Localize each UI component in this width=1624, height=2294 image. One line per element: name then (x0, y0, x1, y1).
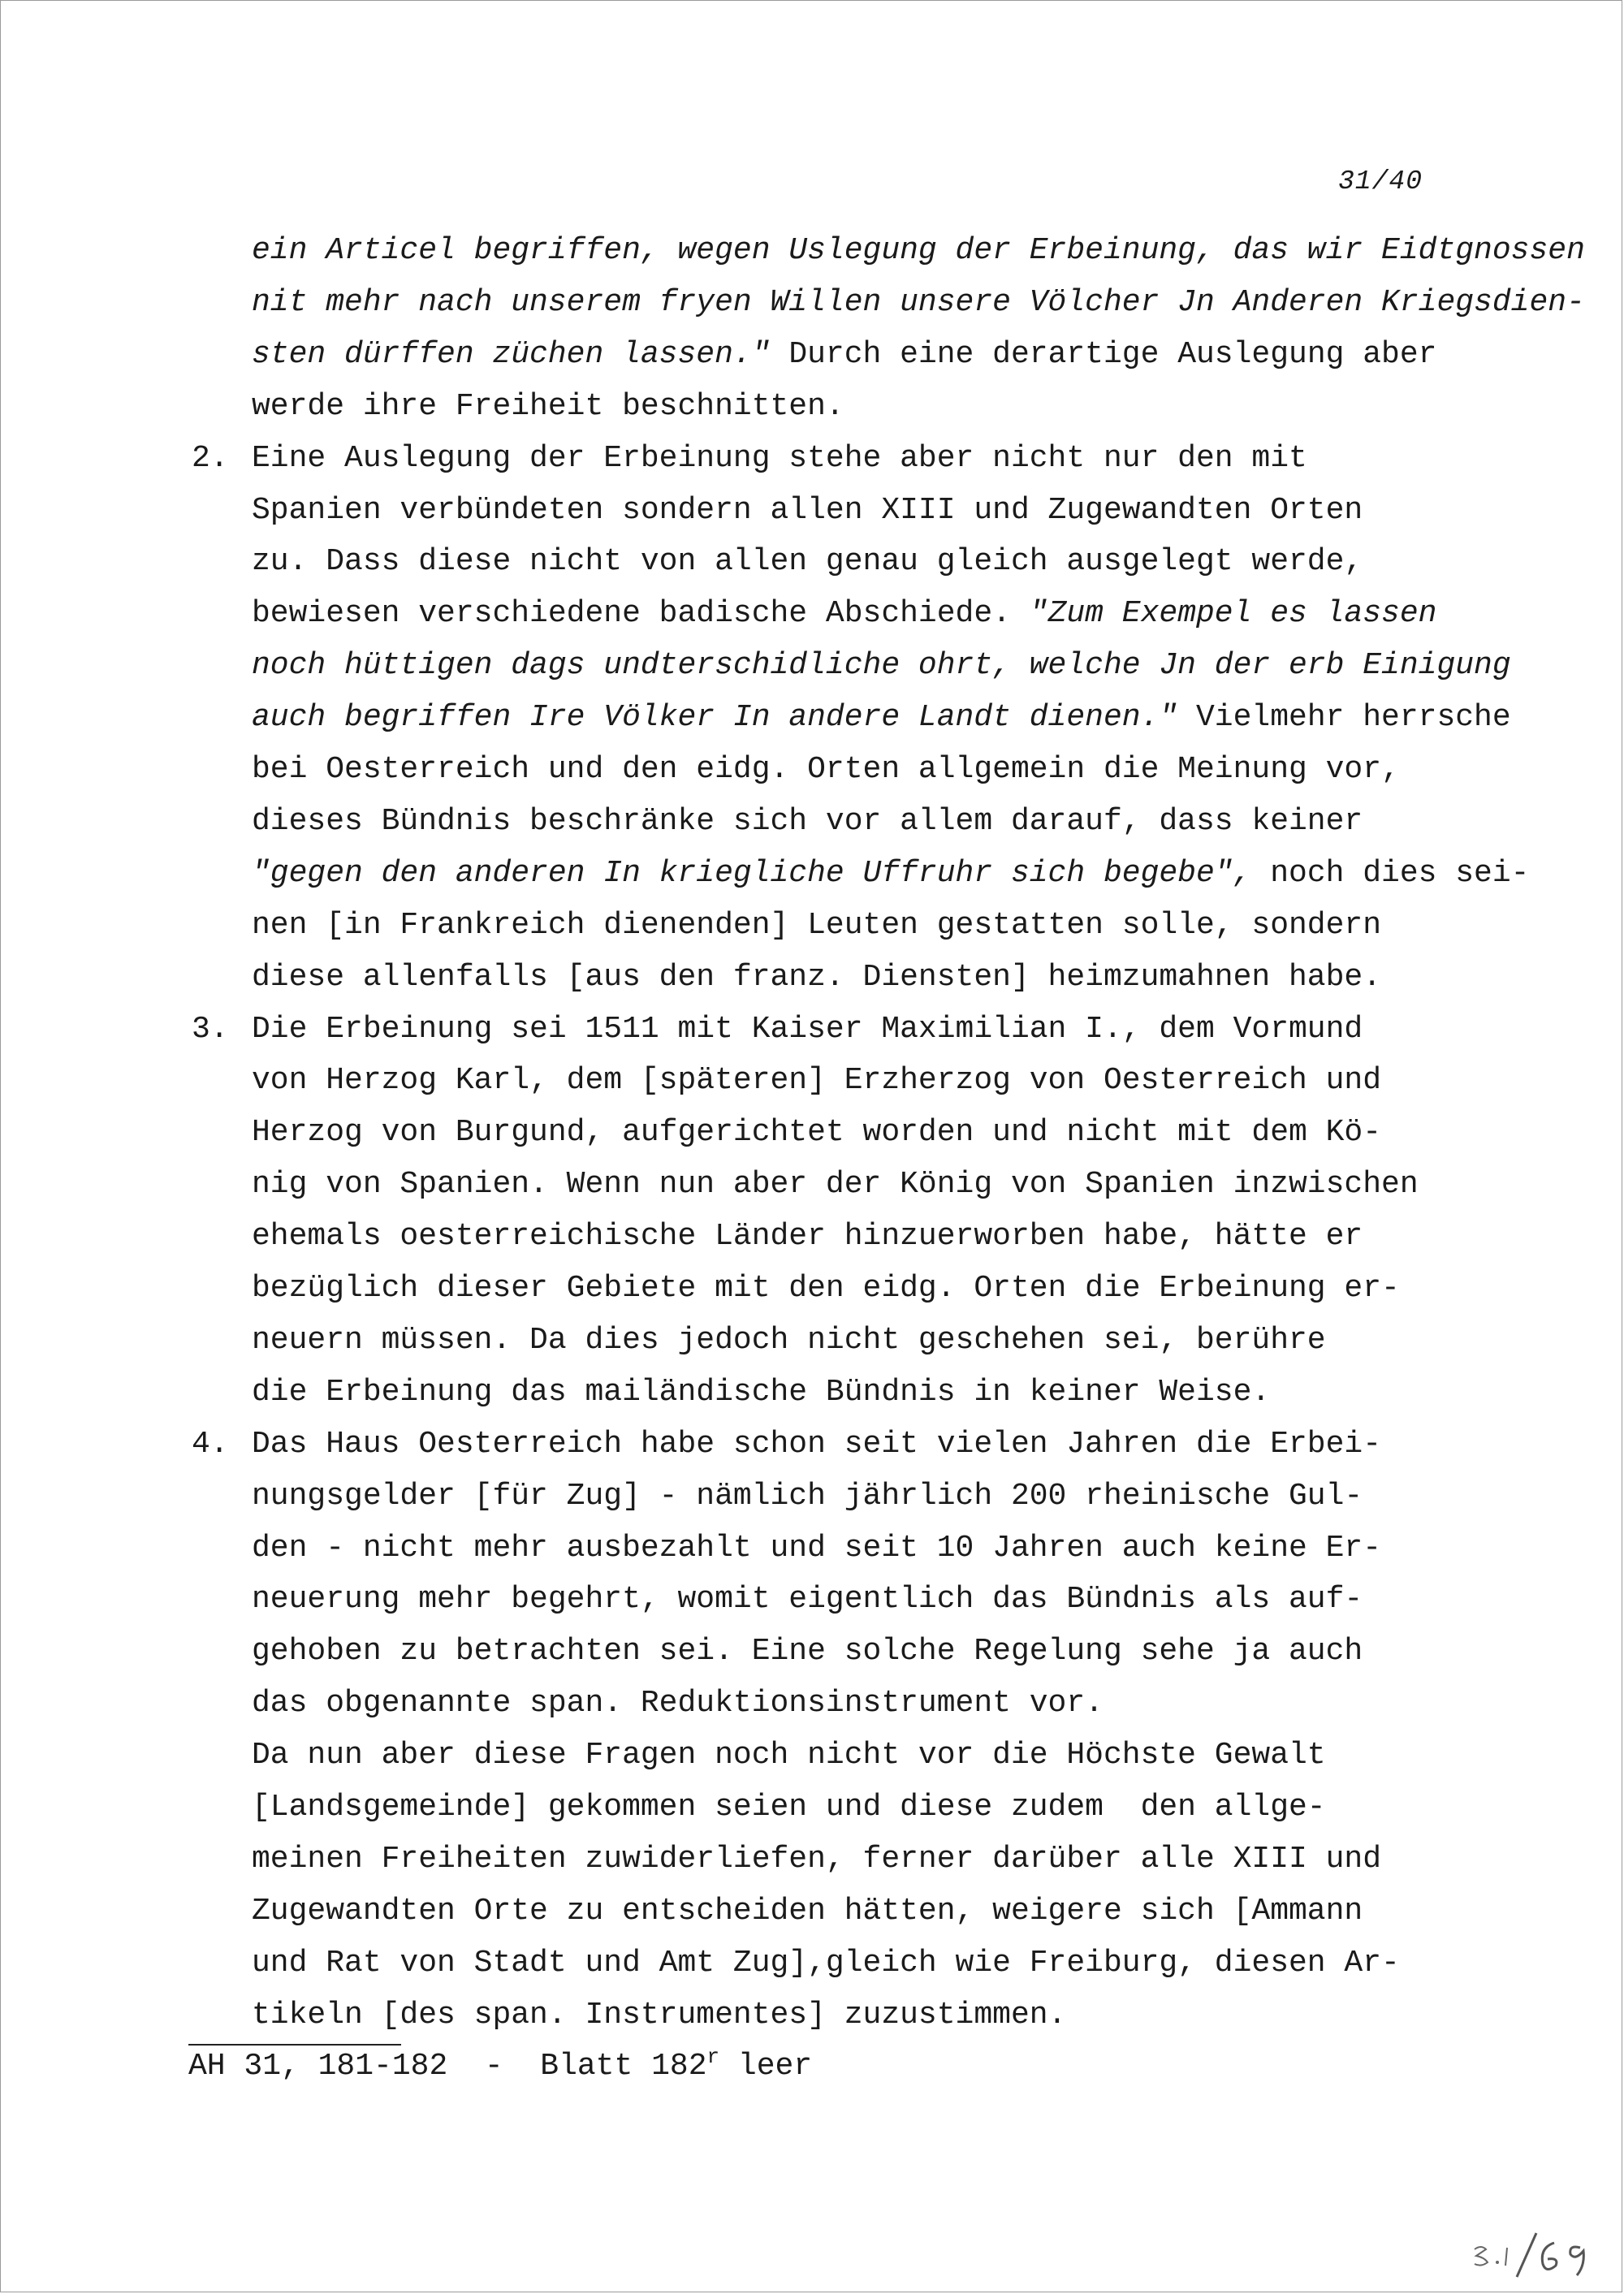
list-number: 4. (192, 1427, 229, 1462)
text-segment: nen [in Frankreich dienenden] Leuten gestatten solle, sondern (252, 908, 1382, 943)
text-line (252, 1065, 1381, 1096)
text-segment: nig von Spanien. Wenn nun aber der König von Spanien inzwischen (252, 1167, 1419, 1202)
text-line (252, 391, 844, 422)
text-segment: Das Haus Oesterreich habe schon seit vielen Jahren die Erbei- (252, 1427, 1382, 1462)
text-line (252, 1948, 1400, 1979)
footnote-rule (188, 2044, 401, 2046)
text-line (252, 1792, 1326, 1823)
text-segment: Durch eine derartige Auslegung aber (770, 337, 1437, 372)
text-line (252, 598, 1436, 629)
text-line (252, 1896, 1363, 1927)
text-segment: dieses Bündnis beschränke sich vor allem darauf, dass keiner (252, 804, 1363, 839)
text-line (252, 1481, 1363, 1512)
text-segment: Spanien verbündeten sondern allen XIII und Zugewandten Orten (252, 493, 1363, 528)
quoted-text: auch begriffen Ire Völker In andere Landt dienen." (252, 700, 1178, 735)
quoted-text: ein Articel begriffen, wegen Uslegung der Erbeinung, das wir Eidtgnossen (252, 233, 1585, 268)
quoted-text: "Zum Exempel es lassen (1029, 596, 1437, 631)
text-line (252, 1014, 1363, 1045)
text-line (252, 287, 1585, 318)
text-line (252, 702, 1511, 733)
text-line (252, 650, 1511, 681)
text-segment: zu. Dass diese nicht von allen genau gleich ausgelegt werde, (252, 544, 1363, 579)
handwritten-archive-mark (1470, 2225, 1608, 2286)
text-segment: diese allenfalls [aus den franz. Diensten] heimzumahnen habe. (252, 960, 1382, 995)
text-segment: gehoben zu betrachten sei. Eine solche Regelung sehe ja auch (252, 1634, 1363, 1669)
text-segment: werde ihre Freiheit beschnitten. (252, 389, 844, 424)
page-number: 31/40 (1338, 166, 1423, 197)
text-segment: Zugewandten Orte zu entscheiden hätten, weigere sich [Ammann (252, 1894, 1363, 1929)
footnote-text: AH 31, 181-182 - Blatt 182 (188, 2049, 707, 2084)
quoted-text: noch hüttigen dags undterschidliche ohrt, welche Jn der erb Einigung (252, 648, 1511, 683)
text-line (252, 754, 1400, 785)
text-line (252, 1117, 1381, 1148)
text-segment: von Herzog Karl, dem [späteren] Erzherzog von Oesterreich und (252, 1063, 1382, 1098)
text-segment: das obgenannte span. Reduktionsinstrument vor. (252, 1686, 1104, 1721)
text-segment: und Rat von Stadt und Amt Zug],gleich wie Freiburg, diesen Ar- (252, 1946, 1400, 1981)
text-segment: Herzog von Burgund, aufgerichtet worden und nicht mit dem Kö- (252, 1115, 1382, 1150)
text-segment: bewiesen verschiedene badische Abschiede. (252, 596, 1030, 631)
text-line (252, 1273, 1400, 1304)
text-line (252, 962, 1381, 993)
quoted-text: sten dürffen züchen lassen." (252, 337, 771, 372)
quoted-text: nit mehr nach unserem fryen Willen unsere Völcher Jn Anderen Kriegsdien- (252, 285, 1585, 320)
text-line (252, 1844, 1381, 1875)
text-segment: nungsgelder [für Zug] - nämlich jährlich 200 rheinische Gul- (252, 1479, 1363, 1514)
list-number: 2. (192, 441, 229, 476)
text-segment: bezüglich dieser Gebiete mit den eidg. Orten die Erbeinung er- (252, 1271, 1400, 1306)
text-segment: noch dies sei- (1251, 856, 1530, 891)
quoted-text: "gegen den anderen In kriegliche Uffruhr sich begebe", (252, 856, 1252, 891)
text-segment: Eine Auslegung der Erbeinung stehe aber nicht nur den mit (252, 441, 1307, 476)
text-line (252, 910, 1381, 941)
handwritten-mark-drawing (1470, 2225, 1608, 2282)
text-line (252, 2000, 1066, 2031)
text-segment: Die Erbeinung sei 1511 mit Kaiser Maximilian I., dem Vormund (252, 1012, 1363, 1047)
text-line (252, 1221, 1363, 1252)
text-line (252, 235, 1585, 266)
text-segment: ehemals oesterreichische Länder hinzuerworben habe, hätte er (252, 1219, 1363, 1254)
text-line (252, 1740, 1326, 1771)
text-line (252, 1533, 1381, 1564)
text-line (252, 806, 1363, 837)
text-line (252, 1325, 1326, 1356)
text-segment: Da nun aber diese Fragen noch nicht vor die Höchste Gewalt (252, 1738, 1326, 1773)
text-line (252, 546, 1363, 577)
text-line (252, 1429, 1381, 1460)
text-line (252, 1688, 1104, 1719)
text-line (252, 1169, 1419, 1200)
text-line (252, 443, 1307, 474)
text-line (252, 339, 1436, 370)
text-segment: neuern müssen. Da dies jedoch nicht geschehen sei, berühre (252, 1323, 1326, 1358)
text-segment: meinen Freiheiten zuwiderliefen, ferner darüber alle XIII und (252, 1842, 1382, 1877)
text-line (252, 858, 1529, 889)
text-segment: tikeln [des span. Instrumentes] zuzustimmen. (252, 1998, 1067, 2033)
text-segment: neuerung mehr begehrt, womit eigentlich das Bündnis als auf- (252, 1582, 1363, 1617)
text-segment: die Erbeinung das mailändische Bündnis in keiner Weise. (252, 1375, 1271, 1410)
text-segment: den - nicht mehr ausbezahlt und seit 10 Jahren auch keine Er- (252, 1531, 1382, 1566)
list-number: 3. (192, 1012, 229, 1047)
text-line (252, 495, 1363, 526)
text-line (252, 1584, 1363, 1615)
footnote-superscript: r (706, 2045, 720, 2069)
text-segment: Vielmehr herrsche (1177, 700, 1511, 735)
footnote (188, 2045, 813, 2084)
text-line (252, 1377, 1270, 1408)
text-segment: bei Oesterreich und den eidg. Orten allgemein die Meinung vor, (252, 752, 1400, 787)
text-segment: [Landsgemeinde] gekommen seien und diese zudem den allge- (252, 1790, 1326, 1825)
text-line (252, 1636, 1363, 1667)
footnote-tail: leer (719, 2049, 813, 2084)
